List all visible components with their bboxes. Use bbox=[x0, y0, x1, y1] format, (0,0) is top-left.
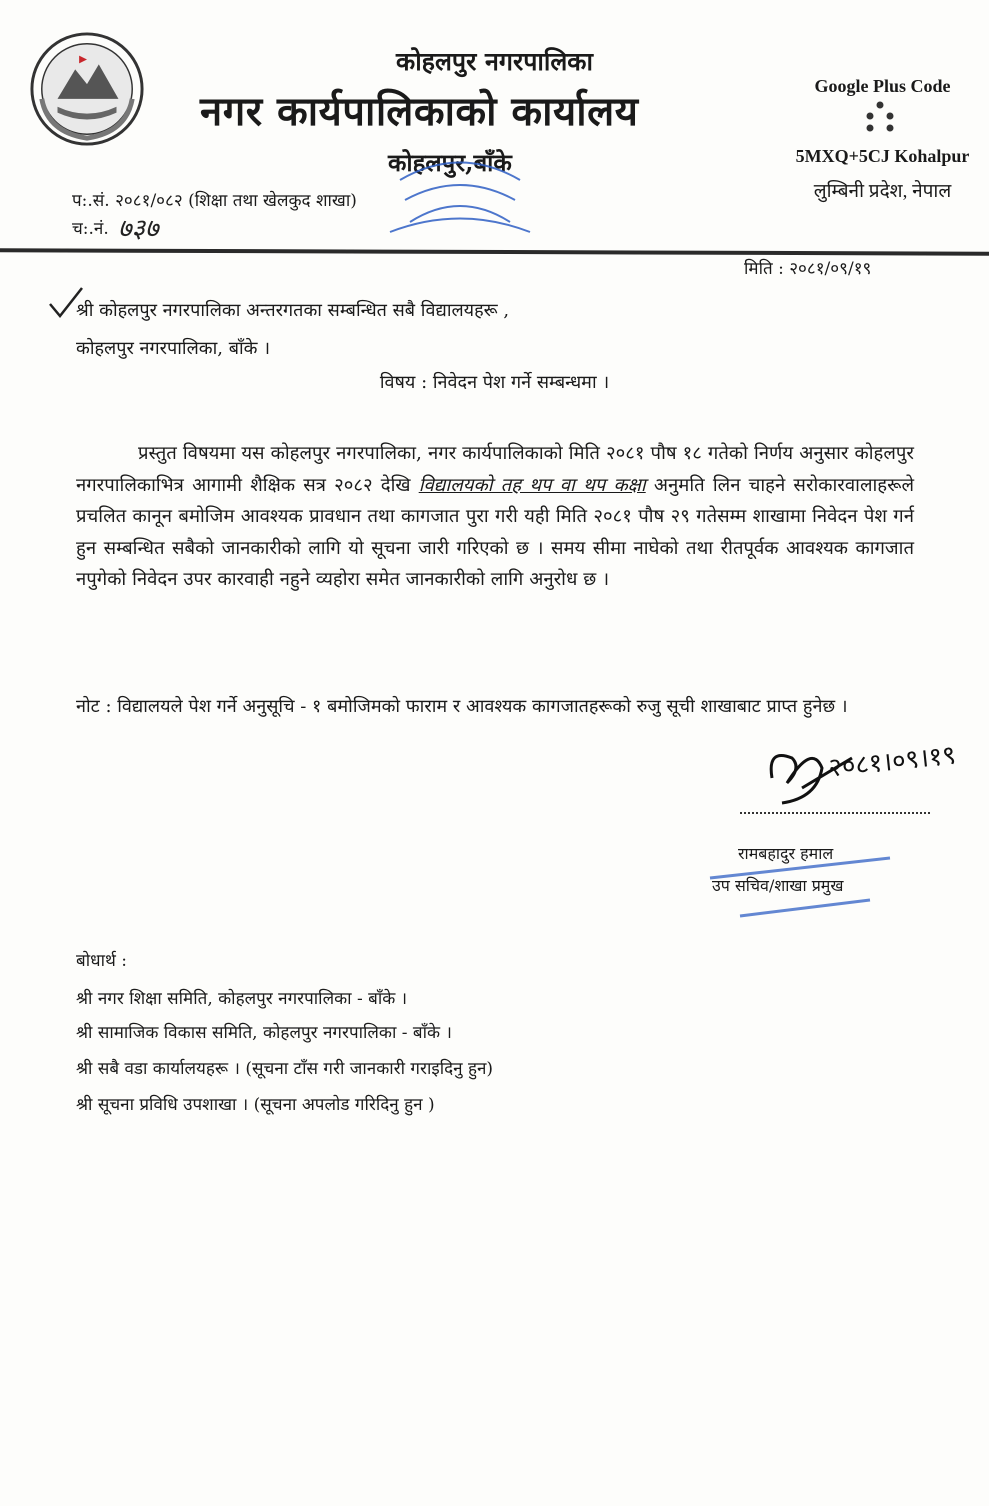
cc-item: श्री सामाजिक विकास समिति, कोहलपुर नगरपालिका - बाँके । bbox=[76, 1023, 452, 1043]
signature-date: २०८१।०९।१९ bbox=[826, 740, 958, 784]
signature-line bbox=[740, 812, 930, 814]
google-plus-code-title: Google Plus Code bbox=[814, 76, 951, 96]
dispatch-number-label: च:.नं. bbox=[72, 219, 109, 239]
cc-item: श्री सूचना प्रविधि उपशाखा । (सूचना अपलोड गरिदिनु हुन ) bbox=[76, 1095, 435, 1115]
province: लुम्बिनी प्रदेश, नेपाल bbox=[813, 181, 952, 202]
signer-name: रामबहादुर हमाल bbox=[738, 844, 834, 863]
signer-title: उप सचिव/शाखा प्रमुख bbox=[712, 876, 844, 895]
letter-body bbox=[76, 438, 914, 596]
body-text-part-2: अनुमति लिन चाहने सरोकारवालाहरूले प्रचलित कानून बमोजिम आवश्यक प्रावधान तथा कागजात पुरा गरी यही मिति २०८१ पौष २९ गतेसम्म शाखामा निवेदन पेश गर्न हुन सम्बन्धित सबैको जानकारीको लागि यो सूचना जारी गरिएको छ । समय सीमा नाघेको तथा रीतपूर्वक आवश्यक कागजात नपुगेको निवेदन उपर कारवाही नहुने व्यहोरा समेत जानकारीको लागि अनुरोध छ । bbox=[76, 474, 915, 591]
cc-heading: बोधार्थ : bbox=[76, 951, 127, 971]
cc-item: श्री नगर शिक्षा समिति, कोहलपुर नगरपालिका - बाँके । bbox=[76, 989, 408, 1009]
recipient-line-1: श्री कोहलपुर नगरपालिका अन्तरगतका सम्बन्धित सबै विद्यालयहरू , bbox=[76, 300, 510, 321]
dispatch-number: ७३७ bbox=[118, 214, 159, 244]
google-plus-code: 5MXQ+5CJ Kohalpur bbox=[795, 146, 970, 166]
body-text-part-1: प्रस्तुत विषयमा यस कोहलपुर नगरपालिका, नगर कार्यपालिकाको मिति २०८१ पौष १८ गतेको निर्णय अनुसार कोहलपुर नगरपालिकाभित्र आगामी शैक्षिक सत्र २०८२ देखि bbox=[76, 443, 914, 496]
letter-reference-number: प:.सं. २०८१/०८२ (शिक्षा तथा खेलकुद शाखा) bbox=[72, 191, 357, 211]
plus-code-dots-icon bbox=[862, 100, 898, 136]
recipient-line-2: कोहलपुर नगरपालिका, बाँके । bbox=[76, 338, 271, 359]
letter-subject: विषय : निवेदन पेश गर्ने सम्बन्धमा । bbox=[379, 372, 610, 393]
letter-date: मिति : २०८१/०९/१९ bbox=[744, 259, 872, 279]
cc-item: श्री सबै वडा कार्यालयहरू । (सूचना टाँस गरी जानकारी गराइदिनु हुन) bbox=[76, 1059, 494, 1079]
body-emphasis: विद्यालयको तह थप वा थप कक्षा bbox=[418, 474, 646, 496]
office-title: नगर कार्यपालिकाको कार्यालय bbox=[200, 88, 639, 135]
municipality-name: कोहलपुर नगरपालिका bbox=[396, 47, 593, 76]
office-place: कोहलपुर,बाँके bbox=[388, 148, 512, 177]
letter-note: नोट : विद्यालयले पेश गर्ने अनुसूचि - १ बमोजिमको फाराम र आवश्यक कागजातहरूको रुजु सूची शाखाबाट प्राप्त हुनेछ । bbox=[76, 696, 848, 717]
office-stamp-icon bbox=[380, 150, 540, 240]
header-divider bbox=[0, 248, 989, 255]
